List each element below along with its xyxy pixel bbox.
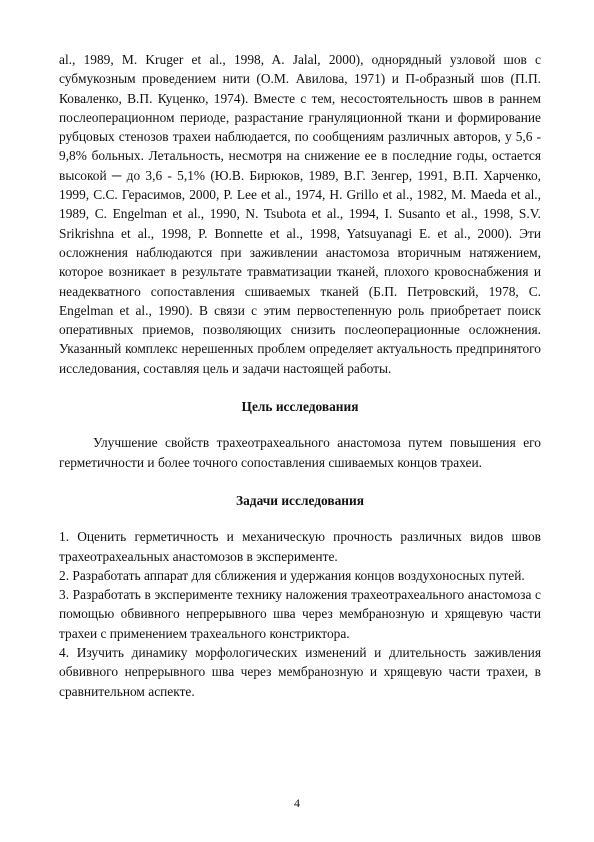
tasks-list: [59, 527, 541, 701]
goal-text: Улучшение свойств трахеотрахеального анастомоза путем повышения его герметичности и более точного сопоставления сшиваемых концов трахеи.: [59, 435, 541, 470]
page-number: 4: [294, 796, 300, 810]
task-item-4: 4. Изучить динамику морфологических изменений и длительность заживления обвивного непрерывного шва через мембранозную и хрящевую части трахеи, в сравнительном аспекте.: [59, 645, 541, 699]
document-page: [59, 50, 541, 701]
task-item-2: 2. Разработать аппарат для сближения и удержания концов воздухоносных путей.: [59, 567, 525, 583]
goal-heading: Цель исследования: [241, 399, 359, 415]
tasks-heading: Задачи исследования: [236, 492, 364, 508]
task-item-1: 1. Оценить герметичность и механическую прочность различных видов швов трахеотрахеальных анастомозов в эксперименте.: [59, 529, 541, 564]
task-item-3: 3. Разработать в эксперименте технику наложения трахеотрахеального анастомоза с помощью обвивного непрерывного шва через мембранозную и хрящевую части трахеи с применением трахеального констриктора.: [59, 587, 541, 641]
body-paragraph: al., 1989, M. Kruger et al., 1998, A. Jalal, 2000), однорядный узловой шов с субмукозным проведением нити (О.М. Авилова, 1971) и П-образный шов (П.П. Коваленко, В.П. Куценко, 1974). Вместе с тем, несостоятельность швов в раннем послеоперационном периоде, разрастание грануляционной ткани и формирование рубцовых стенозов трахеи наблюдается, по сообщениям различных авторов, у 5,6 - 9,8% больных. Летальность, несмотря на снижение ее в последние годы, остается высокой ─ до 3,6 - 5,1% (Ю.В. Бирюков, 1989, В.Г. Зенгер, 1991, В.П. Харченко, 1999, С.С. Герасимов, 2000, P. Lee et al., 1974, H. Grillo et al., 1982, M. Maeda et al., 1989, C. Engelman et al., 1990, N. Tsubota et al., 1994, I. Susanto et al., 1998, S.V. Srikrishna et al., 1998, P. Bonnette et al., 1998, Yatsuyanagi E. et al., 2000). Эти осложнения наблюдаются при заживлении анастомоза вторичным натяжением, которое возникает в результате травматизации тканей, плохого кровоснабжения и неадекватного сопоставления сшиваемых тканей (Б.П. Петровский, 1978, C. Engelman et al., 1990). В связи с этим первостепенную роль приобретает поиск оперативных приемов, позволяющих снизить послеоперационные осложнения. Указанный комплекс нерешенных проблем определяет актуальность предпринятого исследования, составляя цель и задачи настоящей работы.: [59, 52, 541, 376]
